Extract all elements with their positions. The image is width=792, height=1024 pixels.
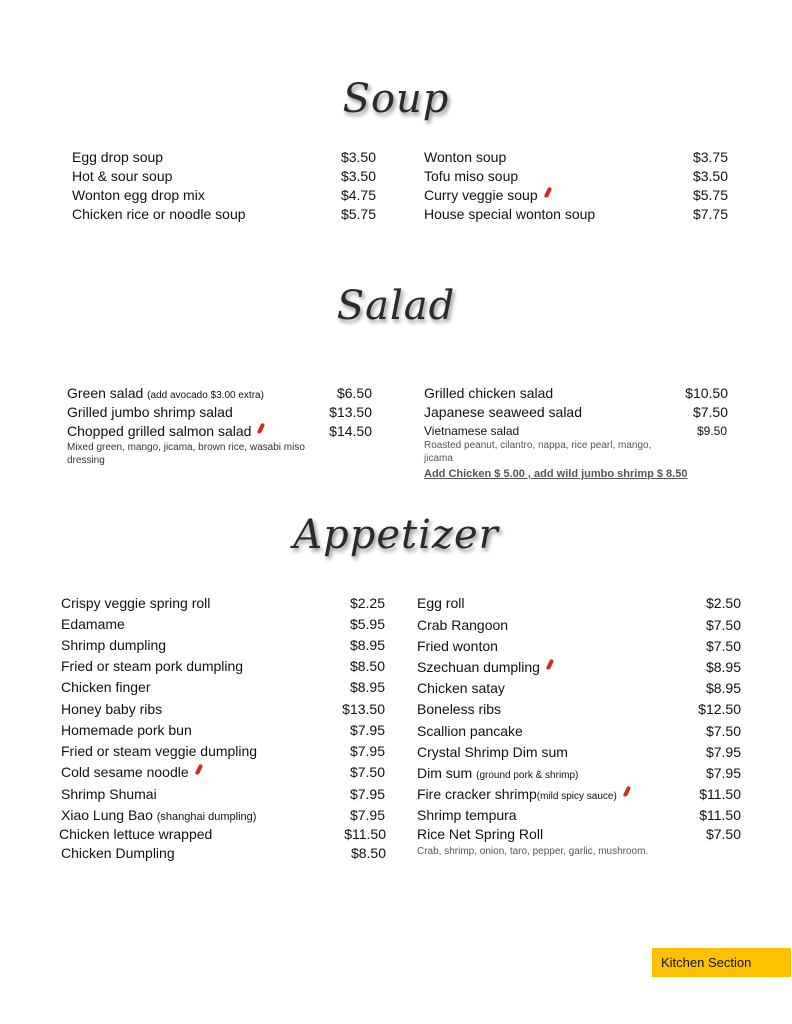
appetizer-heading: Appetizer — [293, 512, 499, 558]
menu-item-name: Fried wonton — [417, 638, 498, 654]
menu-item-name: Egg drop soup — [72, 149, 164, 165]
menu-item-description: Roasted peanut, cilantro, nappa, rice pearl, mango, jicama — [424, 440, 652, 464]
menu-item-price: $8.95 — [705, 659, 741, 675]
menu-item — [61, 806, 256, 826]
menu-item-name: Curry veggie soup — [424, 187, 538, 203]
menu-item-price: $7.50 — [705, 723, 741, 739]
menu-item-price: $7.50 — [692, 404, 728, 420]
menu-item-name: Green salad — [67, 385, 144, 401]
menu-item-name: Japanese seaweed salad — [424, 404, 583, 420]
menu-item-name: Honey baby ribs — [61, 701, 163, 717]
menu-item-price: $13.50 — [342, 701, 385, 717]
menu-item-name: Shrimp Shumai — [61, 786, 157, 802]
menu-item — [417, 764, 578, 785]
menu-item-name: Szechuan dumpling — [417, 659, 540, 675]
menu-item-name: Grilled chicken salad — [424, 385, 554, 401]
menu-item-name: Crab Rangoon — [417, 617, 509, 633]
menu-item-price: $8.95 — [349, 637, 385, 653]
menu-item-price: $14.50 — [329, 423, 372, 439]
menu-item-price: $8.95 — [705, 680, 741, 696]
menu-item-name: Chopped grilled salmon salad — [67, 423, 252, 439]
menu-item-note: (shanghai dumpling) — [156, 811, 257, 823]
salad-heading: Salad — [336, 283, 456, 329]
menu-item-name: Shrimp tempura — [417, 807, 517, 823]
menu-item-price: $9.50 — [696, 424, 727, 438]
chili-pepper-icon — [623, 786, 631, 798]
menu-item-name: Chicken satay — [417, 680, 505, 696]
menu-item-price: $8.50 — [350, 845, 386, 861]
menu-item-price: $4.75 — [340, 187, 376, 203]
menu-item-price: $3.50 — [692, 168, 728, 184]
menu-item-price: $5.95 — [349, 616, 385, 632]
menu-item-price: $3.75 — [692, 149, 728, 165]
menu-item-price: $3.50 — [340, 168, 376, 184]
menu-item-name: Grilled jumbo shrimp salad — [67, 404, 233, 420]
menu-item-description: Mixed green, mango, jicama, brown rice, wasabi miso dressing — [67, 442, 305, 466]
menu-item-name: Chicken rice or noodle soup — [72, 206, 246, 222]
menu-item-price: $7.95 — [349, 786, 385, 802]
menu-item-name: Egg roll — [417, 595, 465, 611]
menu-item-name: Rice Net Spring Roll — [417, 826, 544, 842]
menu-item — [424, 186, 550, 204]
menu-item-name: Wonton soup — [424, 149, 507, 165]
menu-item-price: $2.50 — [705, 595, 741, 611]
menu-item-name: Dim sum — [417, 765, 473, 781]
menu-item-note: (add avocado $3.00 extra) — [147, 390, 264, 401]
menu-item-price: $8.50 — [349, 658, 385, 674]
menu-item-name: Edamame — [61, 616, 125, 632]
menu-item-price: $6.50 — [336, 385, 372, 401]
menu-item — [417, 658, 552, 676]
menu-item-price: $7.50 — [349, 764, 385, 780]
chili-pepper-icon — [257, 423, 265, 435]
chili-pepper-icon — [195, 764, 203, 776]
menu-item-price: $5.75 — [340, 206, 376, 222]
menu-item — [67, 384, 264, 405]
menu-item-name: Boneless ribs — [417, 701, 502, 717]
menu-item — [67, 422, 263, 440]
menu-item-price: $7.95 — [705, 765, 741, 781]
menu-item-price: $7.75 — [692, 206, 728, 222]
menu-item-price: $7.95 — [349, 743, 385, 759]
menu-item-price: $7.50 — [705, 617, 741, 633]
chili-pepper-icon — [543, 187, 551, 199]
menu-item-name: Xiao Lung Bao — [61, 807, 153, 823]
menu-item-price: $7.95 — [705, 744, 741, 760]
menu-item-name: Shrimp dumpling — [61, 637, 167, 653]
menu-item-price: $12.50 — [698, 701, 741, 717]
menu-item-price: $7.95 — [349, 807, 385, 823]
soup-heading: Soup — [342, 76, 450, 122]
menu-item-name: Fried or steam veggie dumpling — [61, 743, 258, 759]
menu-item-name: House special wonton soup — [424, 206, 596, 222]
menu-item-description: Crab, shrimp, onion, taro, pepper, garlic, mushroom. — [417, 846, 649, 857]
menu-item-price: $11.50 — [699, 807, 741, 823]
menu-item-price: $3.50 — [340, 149, 376, 165]
menu-item-price: $7.50 — [705, 638, 741, 654]
menu-item-price: $2.25 — [349, 595, 385, 611]
menu-item-name: Chicken finger — [61, 679, 151, 695]
menu-item-name: Tofu miso soup — [424, 168, 519, 184]
menu-item-name: Crispy veggie spring roll — [61, 595, 211, 611]
menu-item-price: $10.50 — [685, 385, 728, 401]
menu-item-price: $11.50 — [699, 786, 741, 802]
menu-item-name: Fried or steam pork dumpling — [61, 658, 244, 674]
menu-item-note: (ground pork & shrimp) — [476, 770, 579, 781]
menu-item-price: $8.95 — [349, 679, 385, 695]
menu-item-price: $7.50 — [705, 826, 741, 842]
menu-item-name: Hot & sour soup — [72, 168, 173, 184]
salad-add-on: Add Chicken $ 5.00 , add wild jumbo shrimp $ 8.50 — [424, 468, 688, 480]
menu-item-name: Chicken lettuce wrapped — [59, 826, 213, 842]
menu-item-name: Wonton egg drop mix — [72, 187, 205, 203]
menu-item-note: (mild spicy sauce) — [536, 791, 617, 802]
menu-item-price: $13.50 — [329, 404, 372, 420]
kitchen-section-label: Kitchen Section — [652, 948, 791, 977]
menu-item-name: Cold sesame noodle — [61, 764, 189, 780]
menu-item-name: Crystal Shrimp Dim sum — [417, 744, 568, 760]
menu-item-price: $7.95 — [349, 722, 385, 738]
menu-item-name: Fire cracker shrimp — [417, 786, 537, 802]
menu-item-name: Vietnamese salad — [424, 424, 520, 438]
menu-item — [61, 763, 201, 781]
menu-item-name: Scallion pancake — [417, 723, 523, 739]
menu-item-price: $11.50 — [344, 826, 386, 842]
menu-item-price: $5.75 — [692, 187, 728, 203]
menu-item — [417, 785, 629, 806]
menu-item-name: Homemade pork bun — [61, 722, 192, 738]
menu-item-name: Chicken Dumpling — [61, 845, 175, 861]
chili-pepper-icon — [546, 659, 554, 671]
